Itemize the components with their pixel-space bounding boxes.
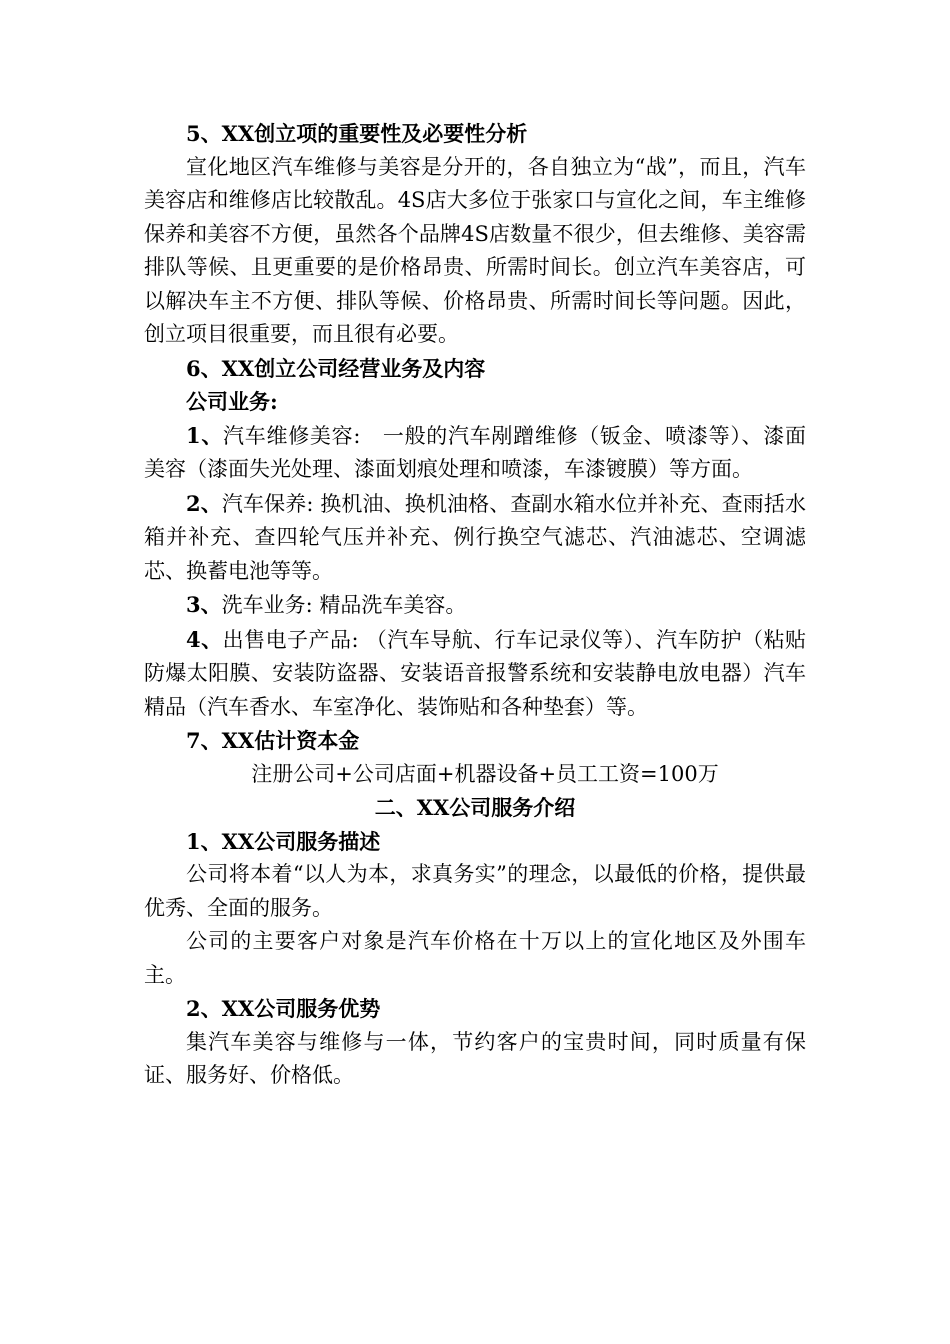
section-5-body: 宣化地区汽车维修与美容是分开的，各自独立为“战”，而且，汽车美容店和维修店比较散乱。4S店大多位于张家口与宣化之间，车主维修保养和美容不方便，虽然各个品牌4S店数量不很少，但去维修、美容需排队等候、且更重要的是价格昂贵、所需时间长。创立汽车美容店，可以解决车主不方便、排队等候、价格昂贵、所需时间长等问题。因此，创立项目很重要，而且很有必要。 (144, 154, 806, 346)
section-6-title: 6、XX创立公司经营业务及内容 (186, 355, 486, 381)
part-2-title: 二、XX公司服务介绍 (374, 795, 576, 820)
business-item-3-text: 洗车业务: 精品洗车美容。 (221, 593, 467, 617)
business-item-1-number: 1、 (186, 422, 224, 448)
business-item-3-number: 3、 (186, 592, 222, 617)
business-item-4-text: 出售电子产品: （汽车导航、行车记录仪等）、汽车防护（粘贴防爆太阳膜、安装防盗器、安装语音报警系统和安装静电放电器）汽车精品（汽车香水、车室净化、装饰贴和各种垫套）等。 (144, 627, 806, 719)
business-item-2-text: 汽车保养: 换机油、换机油格、查副水箱水位并补充、查雨括水箱并补充、查四轮气压并补充、例行换空气滤芯、汽油滤芯、空调滤芯、换蓄电池等等。 (144, 491, 806, 583)
service-advantage-body: 集汽车美容与维修与一体，节约客户的宝贵时间，同时质量有保证、服务好、价格低。 (144, 1029, 806, 1087)
business-item-1-text: 汽车维修美容: 一般的汽车剐蹭维修（钣金、喷漆等）、漆面美容（漆面失光处理、漆面划痕处理和喷漆，车漆镀膜）等方面。 (144, 423, 806, 481)
business-item-1 (144, 419, 806, 487)
service-advantage-title: 2、XX公司服务优势 (186, 996, 381, 1021)
service-description-body-1: 公司将本着“以人为本，求真务实”的理念，以最低的价格，提供最优秀、全面的服务。 (144, 862, 806, 920)
section-7-title: 7、XX估计资本金 (186, 728, 360, 753)
business-item-4-number: 4、 (186, 626, 223, 652)
business-item-4 (144, 623, 806, 725)
service-description-body-2: 公司的主要客户对象是汽车价格在十万以上的宣化地区及外围车主。 (144, 929, 806, 987)
section-5-title: 5、XX创立项的重要性及必要性分析 (186, 121, 528, 146)
business-item-2-number: 2、 (186, 490, 222, 516)
business-item-3 (144, 588, 806, 623)
document-page (144, 117, 806, 1093)
section-6-subtitle: 公司业务: (186, 389, 278, 414)
service-description-title: 1、XX公司服务描述 (186, 828, 381, 854)
business-item-2 (144, 487, 806, 589)
capital-formula: 注册公司+公司店面+机器设备+员工工资=100万 (251, 761, 719, 786)
